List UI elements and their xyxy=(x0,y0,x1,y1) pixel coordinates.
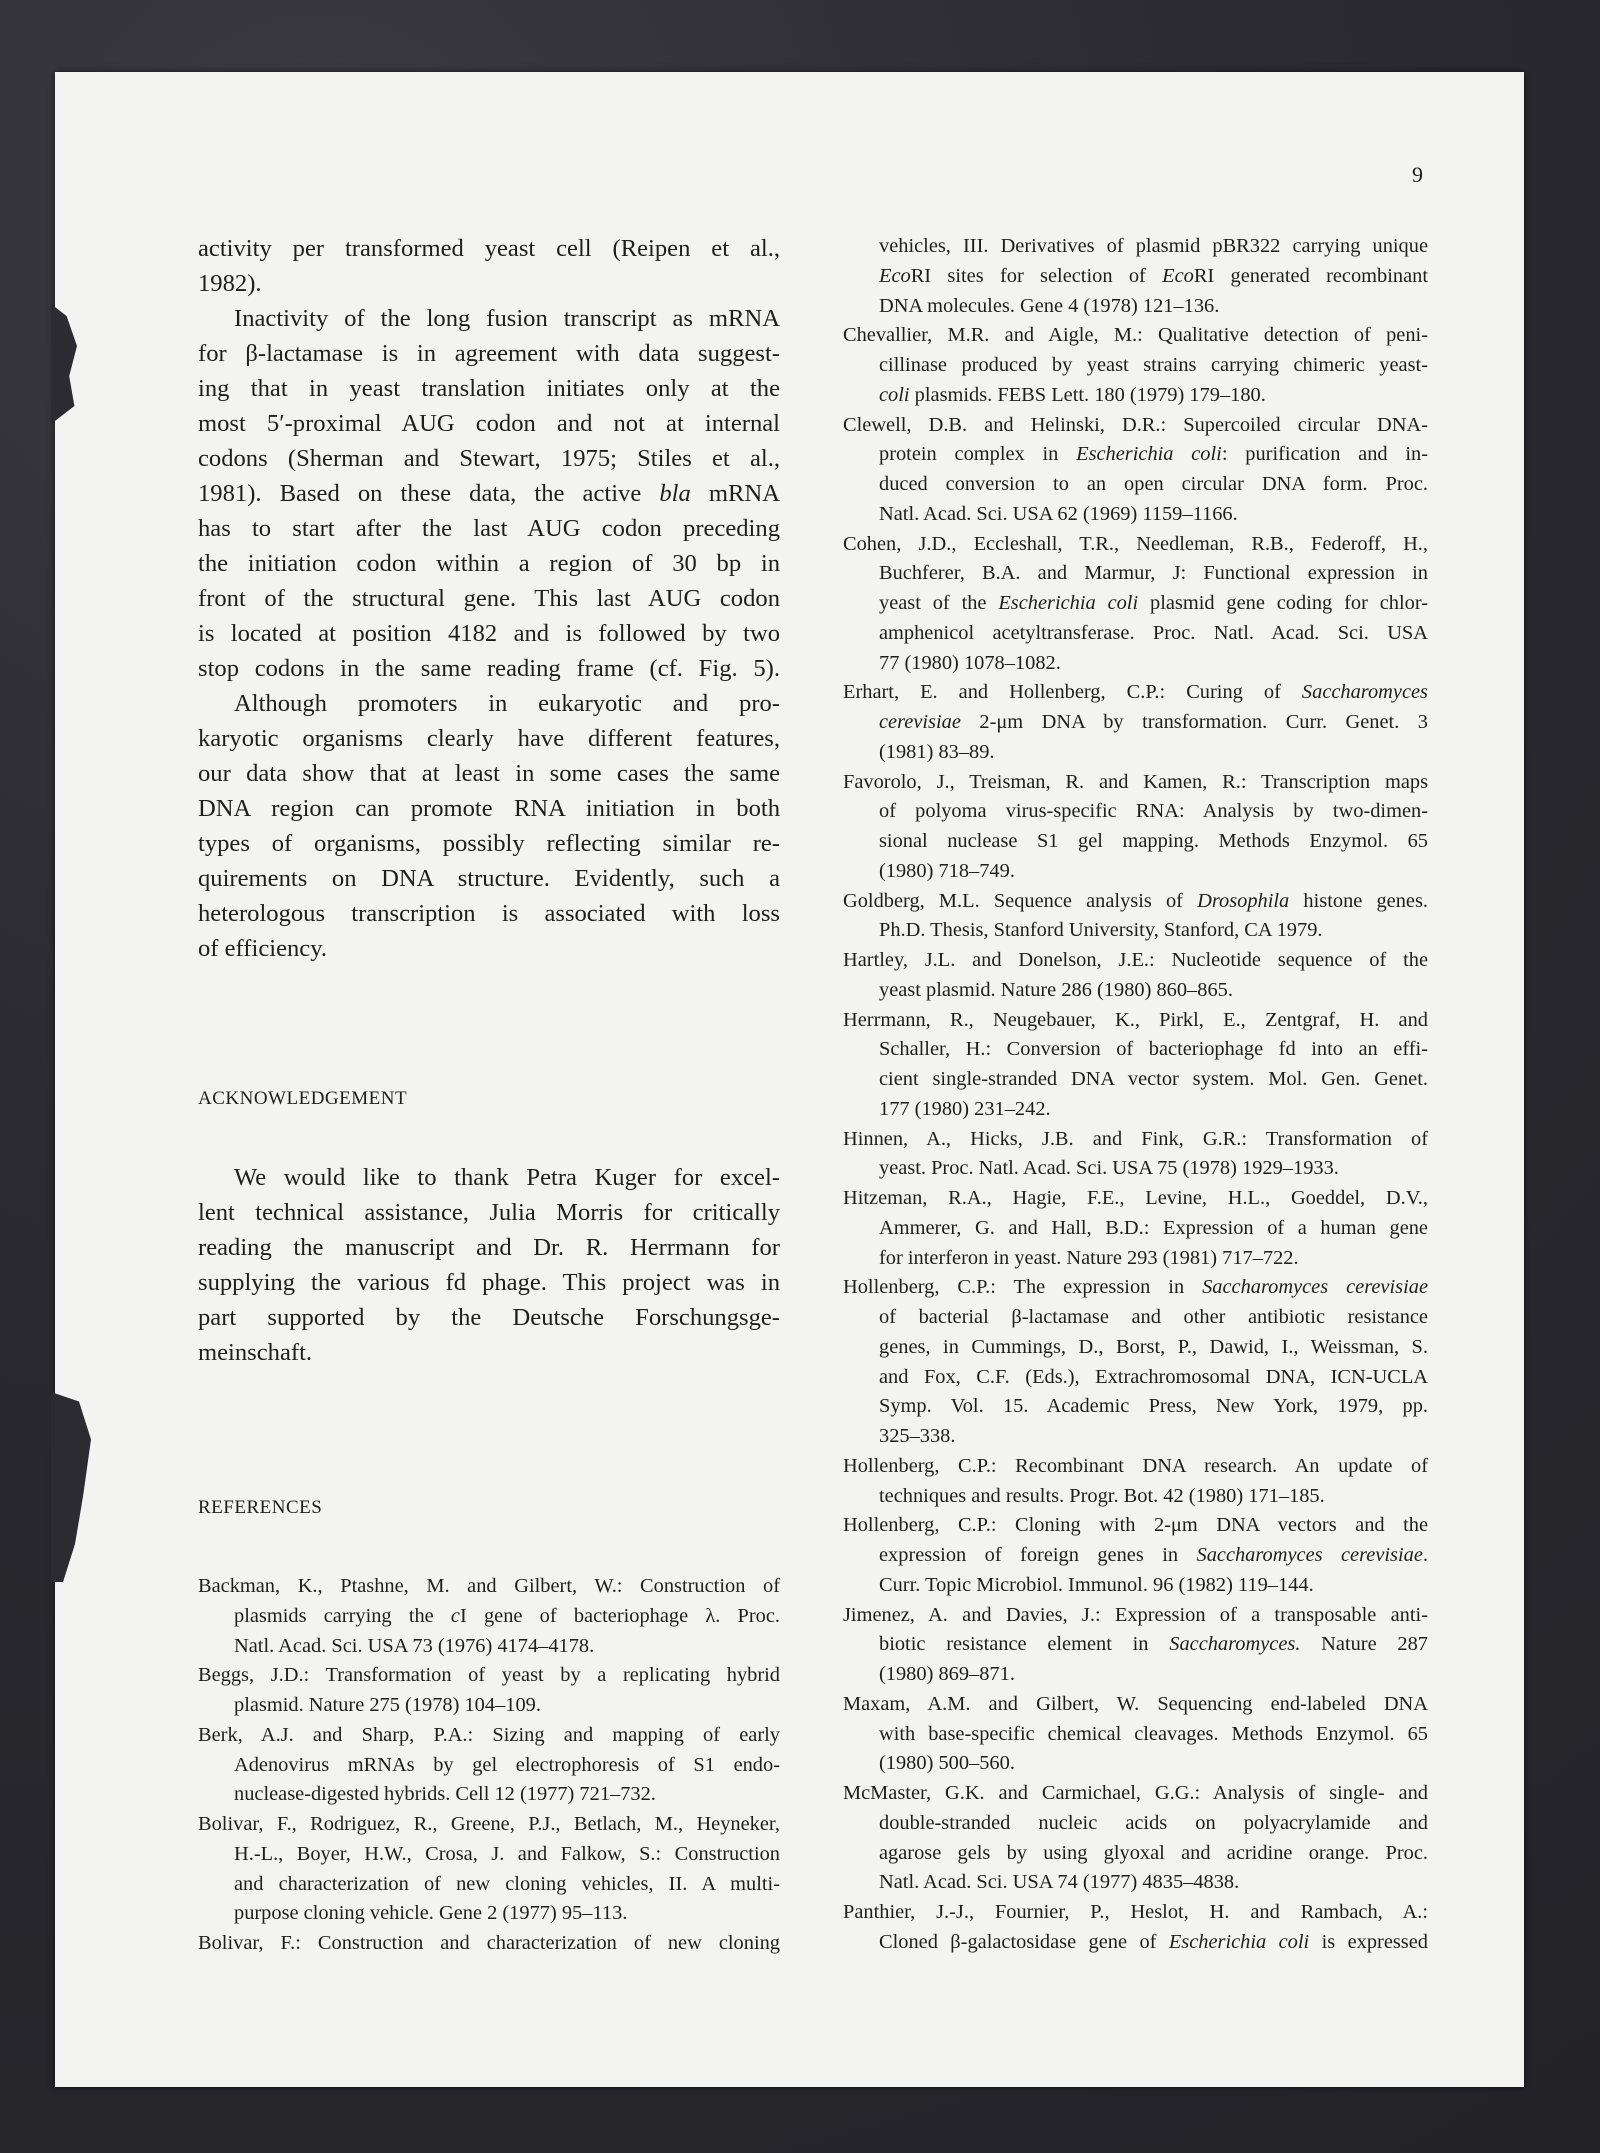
text-line: Bolivar, F.: Construction and characterization of new cloning xyxy=(198,1932,780,1954)
text-line: Inactivity of the long fusion transcript as mRNA xyxy=(234,305,780,332)
text-line: Symp. Vol. 15. Academic Press, New York, 1979, pp. xyxy=(879,1395,1428,1418)
reference-entry xyxy=(843,678,1428,767)
text-line: Hollenberg, C.P.: Cloning with 2-μm DNA vectors and the xyxy=(843,1514,1428,1537)
reference-entry xyxy=(843,946,1428,1006)
text-line: Hollenberg, C.P.: Recombinant DNA research. An update of xyxy=(843,1454,1428,1477)
text-line: stop codons in the same reading frame (cf. Fig. 5). xyxy=(198,655,780,682)
text-line: Backman, K., Ptashne, M. and Gilbert, W.: Construction of xyxy=(198,1575,780,1597)
text-line: DNA molecules. Gene 4 (1978) 121–136. xyxy=(879,294,1220,317)
text-line: (1980) 500–560. xyxy=(879,1752,1015,1775)
references-heading: REFERENCES xyxy=(198,1497,323,1518)
text-line: amphenicol acetyltransferase. Proc. Natl. Acad. Sci. USA xyxy=(879,621,1428,644)
text-line: supplying the various fd phage. This project was in xyxy=(198,1269,780,1296)
torn-edge xyxy=(51,304,77,424)
text-line: and Fox, C.F. (Eds.), Extrachromosomal DNA, ICN-UCLA xyxy=(879,1365,1428,1388)
text-line: expression of foreign genes in Saccharomyces cerevisiae. xyxy=(879,1544,1428,1566)
text-line: Natl. Acad. Sci. USA 74 (1977) 4835–4838. xyxy=(879,1871,1240,1894)
text-line: 1981). Based on these data, the active bla mRNA xyxy=(198,480,780,507)
body-text xyxy=(198,231,780,966)
text-line: the initiation codon within a region of 30 bp in xyxy=(198,550,780,577)
text-line: Maxam, A.M. and Gilbert, W. Sequencing end-labeled DNA xyxy=(843,1692,1428,1715)
text-line: EcoRI sites for selection of EcoRI generated recombinant xyxy=(879,264,1428,287)
text-line: of bacterial β-lactamase and other antibiotic resistance xyxy=(879,1306,1428,1328)
text-line: Although promoters in eukaryotic and pro- xyxy=(234,690,780,717)
reference-entry xyxy=(843,887,1428,947)
reference-entry xyxy=(843,321,1428,410)
text-line: with base-specific chemical cleavages. Methods Enzymol. 65 xyxy=(879,1722,1428,1745)
text-line: Hartley, J.L. and Donelson, J.E.: Nucleotide sequence of the xyxy=(843,949,1428,971)
text-line: vehicles, III. Derivatives of plasmid pBR322 carrying unique xyxy=(879,235,1428,257)
text-line: biotic resistance element in Saccharomyces. Nature 287 xyxy=(879,1633,1428,1656)
text-line: yeast of the Escherichia coli plasmid gene coding for chlor- xyxy=(879,592,1428,614)
text-line: front of the structural gene. This last AUG codon xyxy=(198,585,780,612)
reference-entry xyxy=(843,1125,1428,1185)
text-line: protein complex in Escherichia coli: purification and in- xyxy=(879,443,1428,466)
text-line: 177 (1980) 231–242. xyxy=(879,1097,1051,1120)
text-line: cerevisiae 2-μm DNA by transformation. Curr. Genet. 3 xyxy=(879,711,1428,733)
reference-entry xyxy=(843,411,1428,530)
text-line: part supported by the Deutsche Forschungsge- xyxy=(198,1304,780,1331)
text-line: ing that in yeast translation initiates only at the xyxy=(198,375,780,402)
text-line: our data show that at least in some cases the same xyxy=(198,760,780,787)
text-line: is located at position 4182 and is followed by two xyxy=(198,620,780,647)
text-line: cillinase produced by yeast strains carrying chimeric yeast- xyxy=(879,354,1428,376)
paragraph xyxy=(198,686,780,966)
text-line: Bolivar, F., Rodriguez, R., Greene, P.J., Betlach, M., Heyneker, xyxy=(198,1813,780,1835)
text-line: Adenovirus mRNAs by gel electrophoresis of S1 endo- xyxy=(234,1753,780,1776)
text-line: nuclease-digested hybrids. Cell 12 (1977) 721–732. xyxy=(234,1783,656,1806)
text-line: Panthier, J.-J., Fournier, P., Heslot, H. and Rambach, A.: xyxy=(843,1901,1428,1923)
text-line: 77 (1980) 1078–1082. xyxy=(879,651,1061,674)
text-line: types of organisms, possibly reflecting similar re- xyxy=(198,830,780,857)
text-line: cient single-stranded DNA vector system. Mol. Gen. Genet. xyxy=(879,1068,1428,1090)
text-line: heterologous transcription is associated with loss xyxy=(198,900,780,927)
text-line: Ph.D. Thesis, Stanford University, Stanford, CA 1979. xyxy=(879,919,1323,942)
text-line: Beggs, J.D.: Transformation of yeast by a replicating hybrid xyxy=(198,1664,780,1687)
text-line: plasmid. Nature 275 (1978) 104–109. xyxy=(234,1694,541,1716)
text-line: of efficiency. xyxy=(198,935,328,962)
text-line: McMaster, G.K. and Carmichael, G.G.: Analysis of single- and xyxy=(843,1782,1428,1804)
text-line: has to start after the last AUG codon preceding xyxy=(198,515,780,542)
reference-entry xyxy=(843,1601,1428,1690)
reference-entry xyxy=(198,1661,780,1721)
text-line: Hitzeman, R.A., Hagie, F.E., Levine, H.L., Goeddel, D.V., xyxy=(843,1187,1428,1209)
text-line: 325–338. xyxy=(879,1425,956,1447)
text-line: Chevallier, M.R. and Aigle, M.: Qualitative detection of peni- xyxy=(843,324,1428,347)
reference-entry xyxy=(843,1898,1428,1958)
reference-entry xyxy=(198,1929,780,1959)
text-line: Favorolo, J., Treisman, R. and Kamen, R.: Transcription maps xyxy=(843,770,1428,793)
reference-entry xyxy=(198,1721,780,1810)
text-line: meinschaft. xyxy=(198,1339,313,1366)
reference-entry xyxy=(198,1810,780,1929)
text-line: H.-L., Boyer, H.W., Crosa, J. and Falkow, S.: Construction xyxy=(234,1842,780,1865)
text-line: for β-lactamase is in agreement with data suggest- xyxy=(198,340,780,367)
text-line: most 5′-proximal AUG codon and not at internal xyxy=(198,410,780,437)
paragraph xyxy=(198,231,780,301)
text-line: Cohen, J.D., Eccleshall, T.R., Needleman, R.B., Federoff, H., xyxy=(843,532,1428,555)
reference-entry xyxy=(843,1779,1428,1898)
reference-entry xyxy=(843,768,1428,887)
reference-entry xyxy=(843,1006,1428,1125)
text-line: (1981) 83–89. xyxy=(879,740,995,763)
text-line: purpose cloning vehicle. Gene 2 (1977) 95–113. xyxy=(234,1902,628,1925)
text-line: Schaller, H.: Conversion of bacteriophage fd into an effi- xyxy=(879,1038,1428,1061)
text-line: yeast plasmid. Nature 286 (1980) 860–865. xyxy=(879,978,1233,1001)
text-line: Berk, A.J. and Sharp, P.A.: Sizing and mapping of early xyxy=(198,1723,780,1746)
text-line: Buchferer, B.A. and Marmur, J: Functional expression in xyxy=(879,562,1428,585)
text-line: Clewell, D.B. and Helinski, D.R.: Supercoiled circular DNA- xyxy=(843,413,1428,436)
acknowledgement-heading: ACKNOWLEDGEMENT xyxy=(198,1088,408,1109)
text-line: Erhart, E. and Hollenberg, C.P.: Curing of Saccharomyces xyxy=(843,681,1428,704)
acknowledgement-text xyxy=(198,1160,780,1370)
text-line: (1980) 869–871. xyxy=(879,1663,1015,1685)
text-line: codons (Sherman and Stewart, 1975; Stiles et al., xyxy=(198,445,780,472)
text-line: Natl. Acad. Sci. USA 73 (1976) 4174–4178. xyxy=(234,1634,595,1657)
reference-entry xyxy=(843,1184,1428,1273)
text-line: Natl. Acad. Sci. USA 62 (1969) 1159–1166. xyxy=(879,502,1238,525)
text-line: Goldberg, M.L. Sequence analysis of Drosophila histone genes. xyxy=(843,889,1428,912)
text-line: yeast. Proc. Natl. Acad. Sci. USA 75 (1978) 1929–1933. xyxy=(879,1157,1339,1180)
reference-entry xyxy=(843,1273,1428,1452)
text-line: techniques and results. Progr. Bot. 42 (1980) 171–185. xyxy=(879,1484,1325,1507)
references-right-column xyxy=(843,232,1428,1958)
text-line: Jimenez, A. and Davies, J.: Expression of a transposable anti- xyxy=(843,1603,1428,1626)
text-line: Ammerer, G. and Hall, B.D.: Expression of a human gene xyxy=(879,1216,1428,1239)
text-line: 1982). xyxy=(198,270,262,297)
text-line: of polyoma virus-specific RNA: Analysis by two-dimen- xyxy=(879,800,1428,823)
torn-edge xyxy=(51,1392,91,1582)
reference-entry xyxy=(843,232,1428,321)
reference-entry xyxy=(843,1690,1428,1779)
text-line: lent technical assistance, Julia Morris for critically xyxy=(198,1199,780,1226)
text-line: We would like to thank Petra Kuger for excel- xyxy=(234,1164,780,1191)
text-line: reading the manuscript and Dr. R. Herrmann for xyxy=(198,1234,780,1261)
text-line: DNA region can promote RNA initiation in both xyxy=(198,795,780,822)
reference-entry xyxy=(843,1511,1428,1600)
text-line: plasmids carrying the cI gene of bacteriophage λ. Proc. xyxy=(234,1604,781,1627)
text-line: activity per transformed yeast cell (Reipen et al., xyxy=(198,235,780,262)
text-line: Cloned β-galactosidase gene of Escherichia coli is expressed xyxy=(879,1930,1428,1953)
references-left-column xyxy=(198,1572,780,1959)
text-line: sional nuclease S1 gel mapping. Methods Enzymol. 65 xyxy=(879,830,1428,852)
text-line: Herrmann, R., Neugebauer, K., Pirkl, E., Zentgraf, H. and xyxy=(843,1008,1428,1031)
text-line: karyotic organisms clearly have different features, xyxy=(198,725,780,752)
text-line: for interferon in yeast. Nature 293 (1981) 717–722. xyxy=(879,1246,1299,1269)
text-line: (1980) 718–749. xyxy=(879,859,1015,882)
text-line: double-stranded nucleic acids on polyacrylamide and xyxy=(879,1811,1428,1834)
reference-entry xyxy=(843,1452,1428,1512)
text-line: genes, in Cummings, D., Borst, P., Dawid, I., Weissman, S. xyxy=(879,1335,1428,1358)
text-line: quirements on DNA structure. Evidently, such a xyxy=(198,865,780,892)
text-line: Hinnen, A., Hicks, J.B. and Fink, G.R.: Transformation of xyxy=(843,1127,1428,1150)
reference-entry xyxy=(198,1572,780,1661)
text-line: Hollenberg, C.P.: The expression in Saccharomyces cerevisiae xyxy=(843,1276,1428,1299)
paragraph xyxy=(198,301,780,686)
text-line: Curr. Topic Microbiol. Immunol. 96 (1982) 119–144. xyxy=(879,1573,1314,1596)
text-line: duced conversion to an open circular DNA form. Proc. xyxy=(879,473,1428,495)
text-line: and characterization of new cloning vehicles, II. A multi- xyxy=(234,1872,780,1895)
page-number: 9 xyxy=(1412,162,1423,187)
text-line: agarose gels by using glyoxal and acridine orange. Proc. xyxy=(879,1841,1428,1864)
reference-entry xyxy=(843,530,1428,679)
text-line: coli plasmids. FEBS Lett. 180 (1979) 179–180. xyxy=(879,383,1266,406)
